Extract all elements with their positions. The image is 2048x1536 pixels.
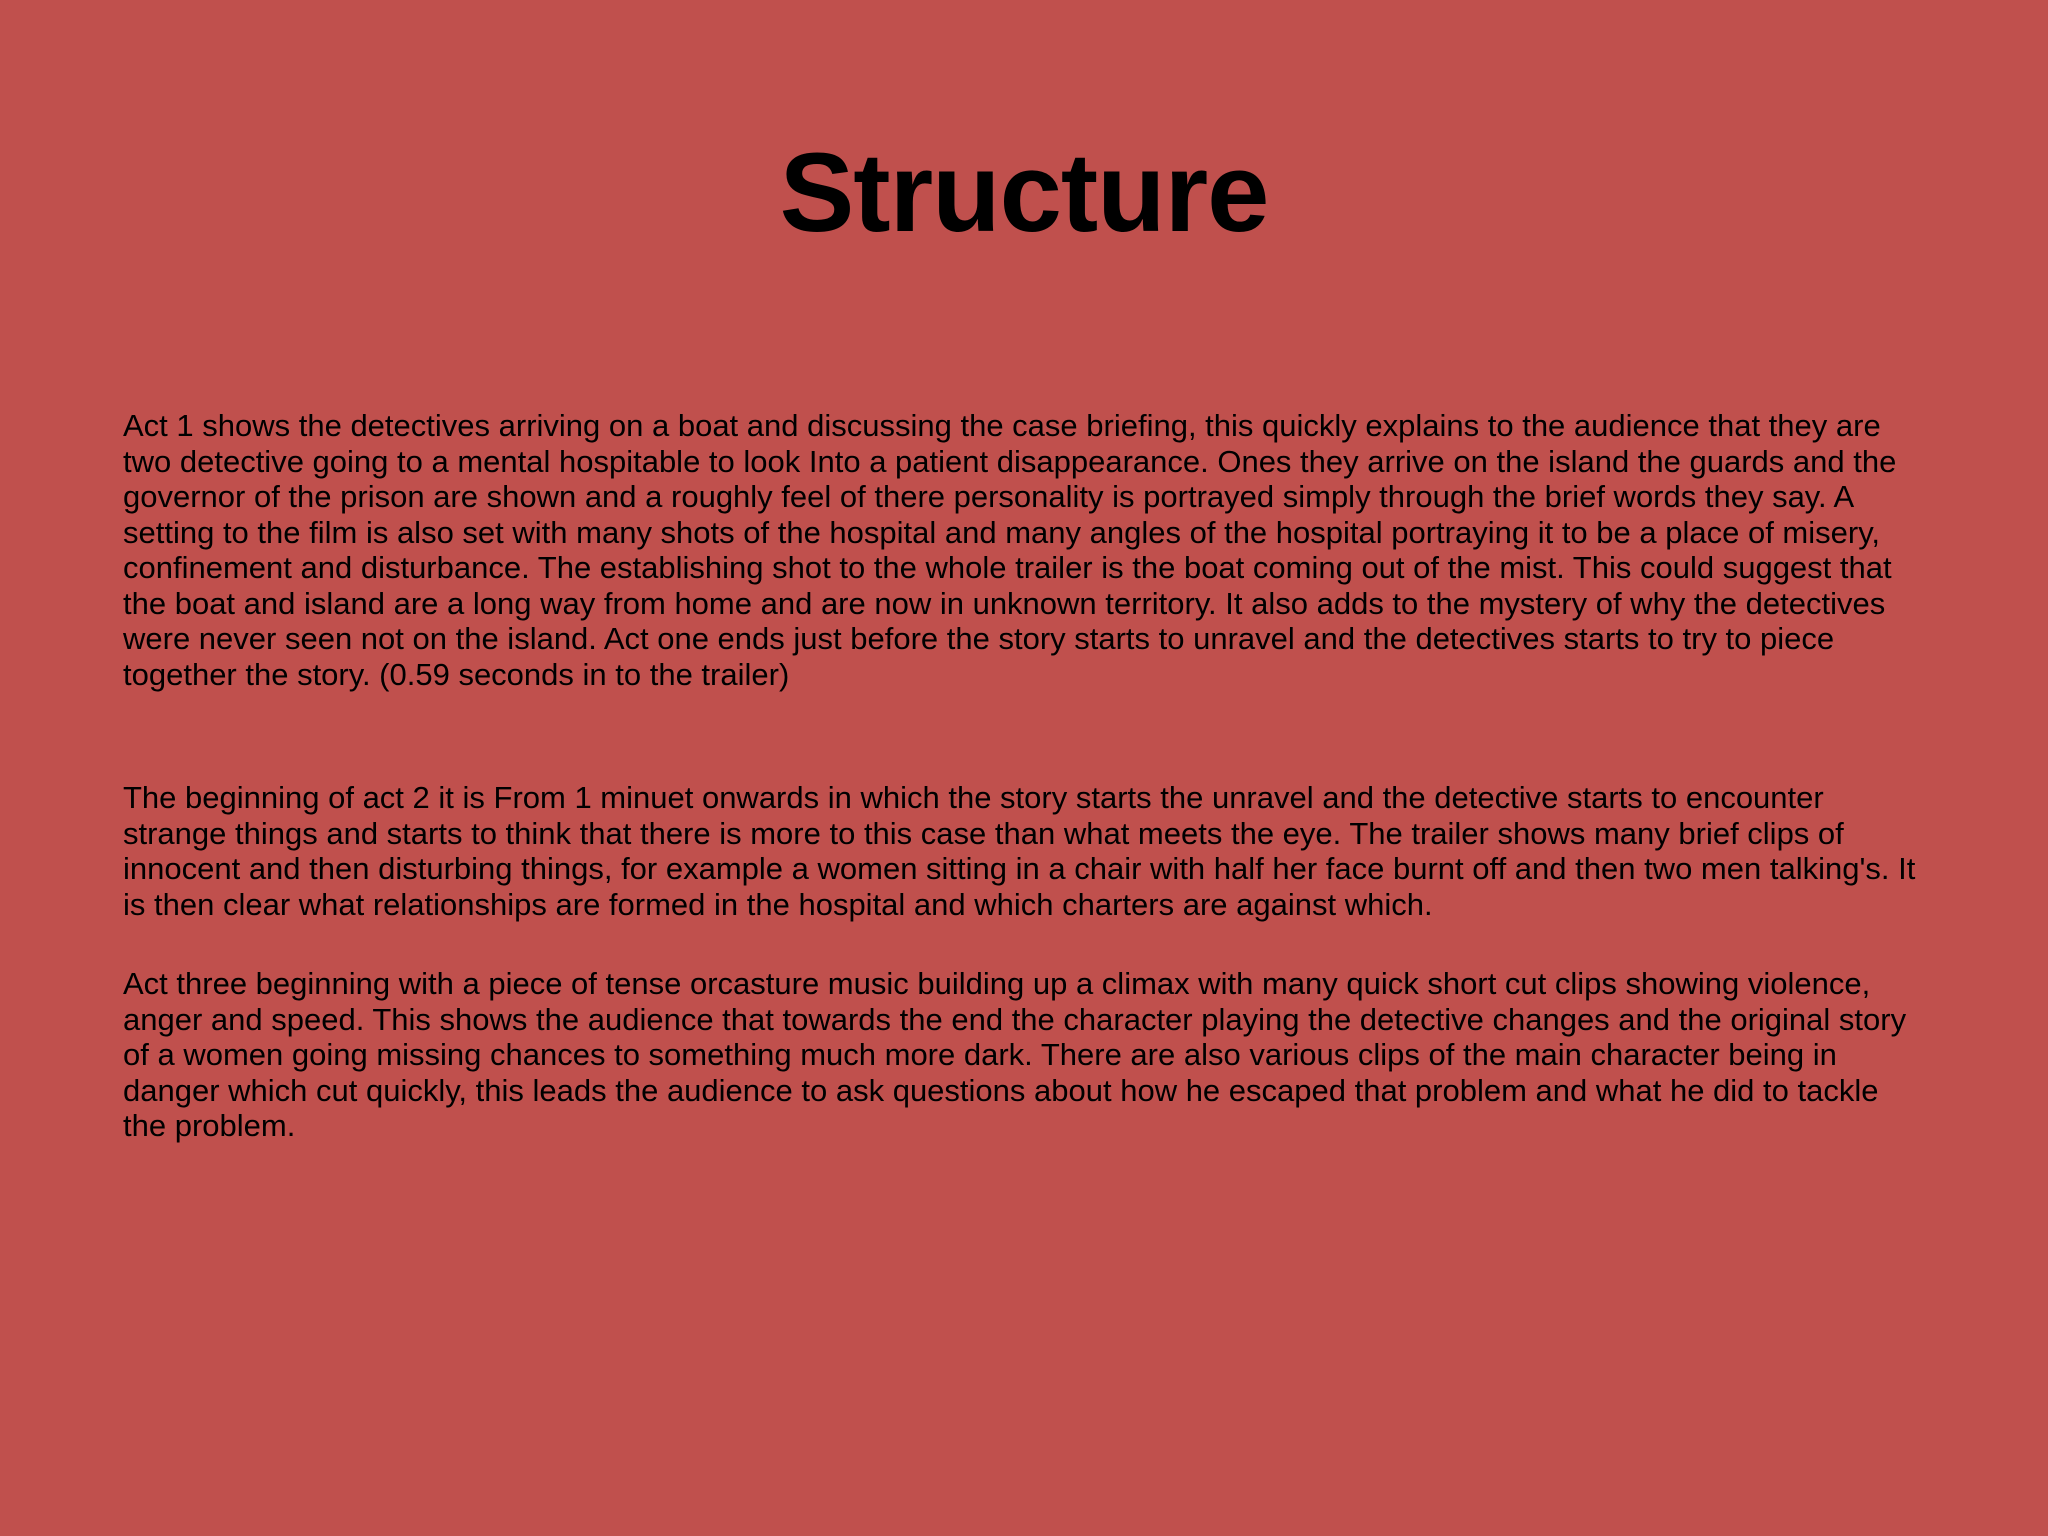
paragraph-act-3: Act three beginning with a piece of tense orcasture music building up a climax with many quick short cut clips showing violence, anger and speed. This shows the audience that towards the end the character playing the detective changes and the original story of a women going missing chances to something much more dark. There are also various clips of the main character being in danger which cut quickly, this leads the audience to ask questions about how he escaped that problem and what he did to tackle the problem. [123,966,1907,1143]
paragraph-act-2: The beginning of act 2 it is From 1 minuet onwards in which the story starts the unravel and the detective starts to encounter strange things and starts to think that there is more to this case than what meets the eye. The trailer shows many brief clips of innocent and then disturbing things, for example a women sitting in a chair with half her face burnt off and then two men talking's. It is then clear what relationships are formed in the hospital and which charters are against which. [123,780,1916,922]
slide-title: Structure [779,130,1269,255]
paragraph-spacer [123,692,1923,780]
slide-body [123,408,1923,1144]
paragraph-act-1: Act 1 shows the detectives arriving on a boat and discussing the case briefing, this quickly explains to the audience that they are two detective going to a mental hospitable to look Into a patient disappearance. Ones they arrive on the island the guards and the governor of the prison are shown and a roughly feel of there personality is portrayed simply through the brief words they say. A setting to the film is also set with many shots of the hospital and many angles of the hospital portraying it to be a place of misery, confinement and disturbance. The establishing shot to the whole trailer is the boat coming out of the mist. This could suggest that the boat and island are a long way from home and are now in unknown territory. It also adds to the mystery of why the detectives were never seen not on the island. Act one ends just before the story starts to unravel and the detectives starts to try to piece together the story. (0.59 seconds in to the trailer) [123,408,1897,692]
